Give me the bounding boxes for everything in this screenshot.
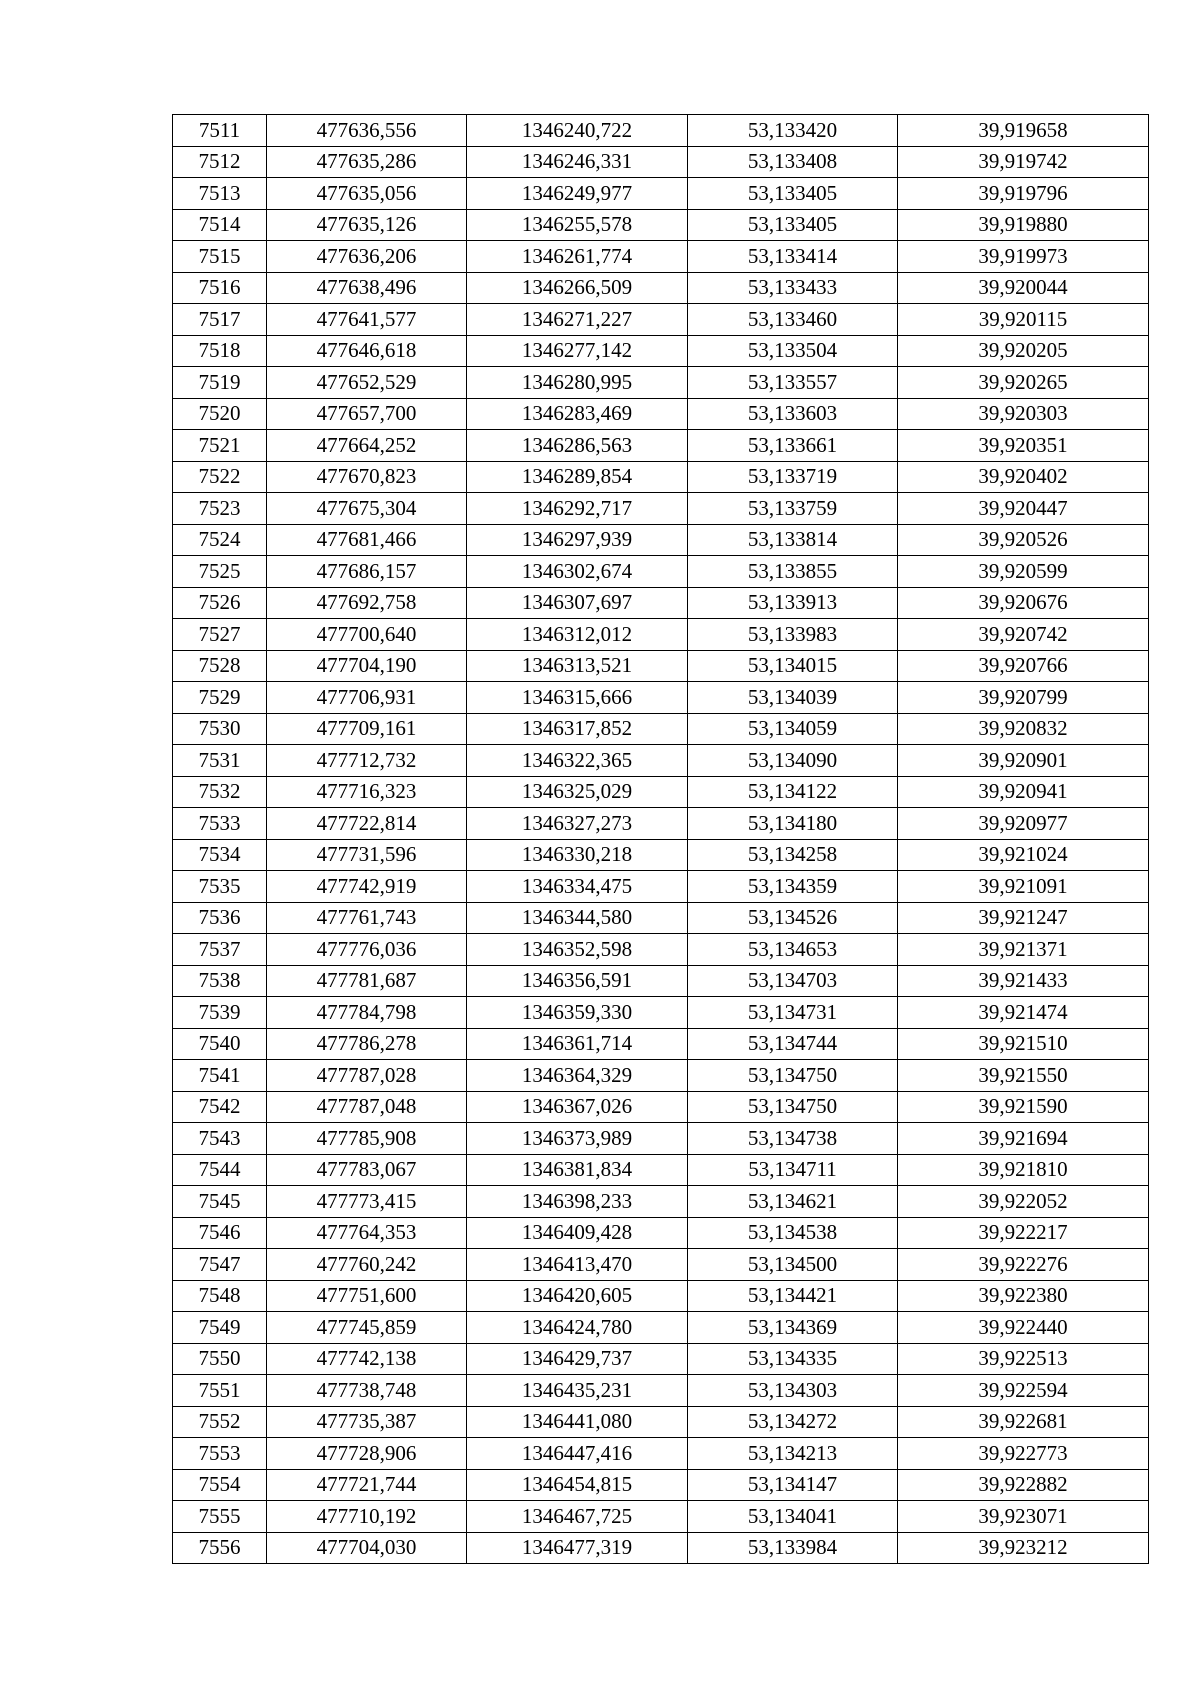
latitude-cell: 53,134147	[688, 1469, 898, 1501]
x-coordinate-cell: 477657,700	[267, 398, 467, 430]
y-coordinate-cell: 1346322,365	[467, 745, 688, 777]
point-number-cell: 7521	[173, 430, 267, 462]
table-row	[173, 146, 1149, 178]
y-coordinate-cell: 1346283,469	[467, 398, 688, 430]
y-coordinate-cell: 1346356,591	[467, 965, 688, 997]
point-number-cell: 7541	[173, 1060, 267, 1092]
table-row	[173, 1501, 1149, 1533]
longitude-cell: 39,920742	[898, 619, 1149, 651]
x-coordinate-cell: 477686,157	[267, 556, 467, 588]
longitude-cell: 39,921024	[898, 839, 1149, 871]
y-coordinate-cell: 1346344,580	[467, 902, 688, 934]
y-coordinate-cell: 1346249,977	[467, 178, 688, 210]
longitude-cell: 39,922513	[898, 1343, 1149, 1375]
x-coordinate-cell: 477776,036	[267, 934, 467, 966]
longitude-cell: 39,920799	[898, 682, 1149, 714]
y-coordinate-cell: 1346266,509	[467, 272, 688, 304]
table-row	[173, 650, 1149, 682]
x-coordinate-cell: 477716,323	[267, 776, 467, 808]
longitude-cell: 39,920676	[898, 587, 1149, 619]
point-number-cell: 7512	[173, 146, 267, 178]
x-coordinate-cell: 477785,908	[267, 1123, 467, 1155]
latitude-cell: 53,134653	[688, 934, 898, 966]
table-row	[173, 1280, 1149, 1312]
table-row	[173, 178, 1149, 210]
y-coordinate-cell: 1346240,722	[467, 115, 688, 147]
table-row	[173, 997, 1149, 1029]
latitude-cell: 53,134059	[688, 713, 898, 745]
table-row	[173, 241, 1149, 273]
y-coordinate-cell: 1346373,989	[467, 1123, 688, 1155]
y-coordinate-cell: 1346424,780	[467, 1312, 688, 1344]
y-coordinate-cell: 1346413,470	[467, 1249, 688, 1281]
table-row	[173, 934, 1149, 966]
table-row	[173, 524, 1149, 556]
point-number-cell: 7551	[173, 1375, 267, 1407]
table-row	[173, 1154, 1149, 1186]
point-number-cell: 7554	[173, 1469, 267, 1501]
point-number-cell: 7545	[173, 1186, 267, 1218]
x-coordinate-cell: 477652,529	[267, 367, 467, 399]
x-coordinate-cell: 477670,823	[267, 461, 467, 493]
latitude-cell: 53,133414	[688, 241, 898, 273]
x-coordinate-cell: 477784,798	[267, 997, 467, 1029]
longitude-cell: 39,921247	[898, 902, 1149, 934]
latitude-cell: 53,133913	[688, 587, 898, 619]
x-coordinate-cell: 477761,743	[267, 902, 467, 934]
latitude-cell: 53,134750	[688, 1060, 898, 1092]
latitude-cell: 53,133984	[688, 1532, 898, 1564]
longitude-cell: 39,919658	[898, 115, 1149, 147]
table-row	[173, 1375, 1149, 1407]
table-row	[173, 1438, 1149, 1470]
latitude-cell: 53,133661	[688, 430, 898, 462]
point-number-cell: 7530	[173, 713, 267, 745]
x-coordinate-cell: 477735,387	[267, 1406, 467, 1438]
longitude-cell: 39,920265	[898, 367, 1149, 399]
latitude-cell: 53,134711	[688, 1154, 898, 1186]
x-coordinate-cell: 477712,732	[267, 745, 467, 777]
y-coordinate-cell: 1346317,852	[467, 713, 688, 745]
point-number-cell: 7548	[173, 1280, 267, 1312]
coordinates-table-body	[173, 115, 1149, 1564]
x-coordinate-cell: 477635,056	[267, 178, 467, 210]
latitude-cell: 53,134272	[688, 1406, 898, 1438]
point-number-cell: 7534	[173, 839, 267, 871]
point-number-cell: 7526	[173, 587, 267, 619]
point-number-cell: 7531	[173, 745, 267, 777]
longitude-cell: 39,922440	[898, 1312, 1149, 1344]
point-number-cell: 7518	[173, 335, 267, 367]
table-row	[173, 682, 1149, 714]
table-row	[173, 1091, 1149, 1123]
table-row	[173, 808, 1149, 840]
x-coordinate-cell: 477704,030	[267, 1532, 467, 1564]
longitude-cell: 39,919880	[898, 209, 1149, 241]
latitude-cell: 53,133504	[688, 335, 898, 367]
longitude-cell: 39,920766	[898, 650, 1149, 682]
latitude-cell: 53,134041	[688, 1501, 898, 1533]
longitude-cell: 39,922594	[898, 1375, 1149, 1407]
latitude-cell: 53,133557	[688, 367, 898, 399]
y-coordinate-cell: 1346352,598	[467, 934, 688, 966]
longitude-cell: 39,921590	[898, 1091, 1149, 1123]
longitude-cell: 39,920402	[898, 461, 1149, 493]
longitude-cell: 39,920351	[898, 430, 1149, 462]
y-coordinate-cell: 1346315,666	[467, 682, 688, 714]
longitude-cell: 39,920901	[898, 745, 1149, 777]
latitude-cell: 53,134369	[688, 1312, 898, 1344]
point-number-cell: 7544	[173, 1154, 267, 1186]
longitude-cell: 39,922380	[898, 1280, 1149, 1312]
longitude-cell: 39,920941	[898, 776, 1149, 808]
longitude-cell: 39,921694	[898, 1123, 1149, 1155]
latitude-cell: 53,134213	[688, 1438, 898, 1470]
y-coordinate-cell: 1346302,674	[467, 556, 688, 588]
y-coordinate-cell: 1346447,416	[467, 1438, 688, 1470]
table-row	[173, 556, 1149, 588]
table-row	[173, 902, 1149, 934]
y-coordinate-cell: 1346361,714	[467, 1028, 688, 1060]
y-coordinate-cell: 1346330,218	[467, 839, 688, 871]
latitude-cell: 53,133603	[688, 398, 898, 430]
table-row	[173, 1532, 1149, 1564]
point-number-cell: 7514	[173, 209, 267, 241]
latitude-cell: 53,133855	[688, 556, 898, 588]
longitude-cell: 39,921510	[898, 1028, 1149, 1060]
x-coordinate-cell: 477636,206	[267, 241, 467, 273]
point-number-cell: 7553	[173, 1438, 267, 1470]
point-number-cell: 7543	[173, 1123, 267, 1155]
x-coordinate-cell: 477783,067	[267, 1154, 467, 1186]
table-row	[173, 335, 1149, 367]
latitude-cell: 53,134703	[688, 965, 898, 997]
x-coordinate-cell: 477764,353	[267, 1217, 467, 1249]
point-number-cell: 7539	[173, 997, 267, 1029]
longitude-cell: 39,920205	[898, 335, 1149, 367]
longitude-cell: 39,921474	[898, 997, 1149, 1029]
y-coordinate-cell: 1346286,563	[467, 430, 688, 462]
table-row	[173, 398, 1149, 430]
latitude-cell: 53,134090	[688, 745, 898, 777]
x-coordinate-cell: 477721,744	[267, 1469, 467, 1501]
x-coordinate-cell: 477675,304	[267, 493, 467, 525]
point-number-cell: 7516	[173, 272, 267, 304]
point-number-cell: 7532	[173, 776, 267, 808]
table-row	[173, 1469, 1149, 1501]
point-number-cell: 7538	[173, 965, 267, 997]
longitude-cell: 39,920044	[898, 272, 1149, 304]
table-row	[173, 1312, 1149, 1344]
y-coordinate-cell: 1346292,717	[467, 493, 688, 525]
latitude-cell: 53,134421	[688, 1280, 898, 1312]
x-coordinate-cell: 477664,252	[267, 430, 467, 462]
longitude-cell: 39,920447	[898, 493, 1149, 525]
x-coordinate-cell: 477760,242	[267, 1249, 467, 1281]
latitude-cell: 53,134538	[688, 1217, 898, 1249]
table-row	[173, 209, 1149, 241]
point-number-cell: 7524	[173, 524, 267, 556]
x-coordinate-cell: 477635,286	[267, 146, 467, 178]
point-number-cell: 7533	[173, 808, 267, 840]
latitude-cell: 53,134359	[688, 871, 898, 903]
x-coordinate-cell: 477641,577	[267, 304, 467, 336]
x-coordinate-cell: 477745,859	[267, 1312, 467, 1344]
y-coordinate-cell: 1346255,578	[467, 209, 688, 241]
y-coordinate-cell: 1346359,330	[467, 997, 688, 1029]
point-number-cell: 7517	[173, 304, 267, 336]
y-coordinate-cell: 1346420,605	[467, 1280, 688, 1312]
point-number-cell: 7515	[173, 241, 267, 273]
x-coordinate-cell: 477700,640	[267, 619, 467, 651]
x-coordinate-cell: 477709,161	[267, 713, 467, 745]
point-number-cell: 7555	[173, 1501, 267, 1533]
point-number-cell: 7520	[173, 398, 267, 430]
x-coordinate-cell: 477787,048	[267, 1091, 467, 1123]
longitude-cell: 39,921550	[898, 1060, 1149, 1092]
y-coordinate-cell: 1346280,995	[467, 367, 688, 399]
point-number-cell: 7549	[173, 1312, 267, 1344]
table-row	[173, 493, 1149, 525]
point-number-cell: 7550	[173, 1343, 267, 1375]
latitude-cell: 53,134258	[688, 839, 898, 871]
latitude-cell: 53,134738	[688, 1123, 898, 1155]
point-number-cell: 7529	[173, 682, 267, 714]
y-coordinate-cell: 1346409,428	[467, 1217, 688, 1249]
table-row	[173, 430, 1149, 462]
y-coordinate-cell: 1346313,521	[467, 650, 688, 682]
table-row	[173, 587, 1149, 619]
latitude-cell: 53,133759	[688, 493, 898, 525]
point-number-cell: 7525	[173, 556, 267, 588]
table-row	[173, 1343, 1149, 1375]
table-row	[173, 965, 1149, 997]
table-row	[173, 776, 1149, 808]
latitude-cell: 53,133420	[688, 115, 898, 147]
y-coordinate-cell: 1346364,329	[467, 1060, 688, 1092]
y-coordinate-cell: 1346435,231	[467, 1375, 688, 1407]
y-coordinate-cell: 1346297,939	[467, 524, 688, 556]
latitude-cell: 53,133405	[688, 209, 898, 241]
latitude-cell: 53,133983	[688, 619, 898, 651]
latitude-cell: 53,133405	[688, 178, 898, 210]
table-row	[173, 461, 1149, 493]
latitude-cell: 53,134731	[688, 997, 898, 1029]
longitude-cell: 39,919796	[898, 178, 1149, 210]
longitude-cell: 39,921371	[898, 934, 1149, 966]
x-coordinate-cell: 477731,596	[267, 839, 467, 871]
x-coordinate-cell: 477751,600	[267, 1280, 467, 1312]
latitude-cell: 53,134526	[688, 902, 898, 934]
longitude-cell: 39,923071	[898, 1501, 1149, 1533]
y-coordinate-cell: 1346277,142	[467, 335, 688, 367]
y-coordinate-cell: 1346325,029	[467, 776, 688, 808]
y-coordinate-cell: 1346477,319	[467, 1532, 688, 1564]
x-coordinate-cell: 477681,466	[267, 524, 467, 556]
x-coordinate-cell: 477706,931	[267, 682, 467, 714]
point-number-cell: 7513	[173, 178, 267, 210]
table-row	[173, 304, 1149, 336]
point-number-cell: 7537	[173, 934, 267, 966]
y-coordinate-cell: 1346271,227	[467, 304, 688, 336]
longitude-cell: 39,920832	[898, 713, 1149, 745]
point-number-cell: 7546	[173, 1217, 267, 1249]
point-number-cell: 7540	[173, 1028, 267, 1060]
latitude-cell: 53,134750	[688, 1091, 898, 1123]
longitude-cell: 39,920977	[898, 808, 1149, 840]
longitude-cell: 39,922217	[898, 1217, 1149, 1249]
table-row	[173, 272, 1149, 304]
x-coordinate-cell: 477742,919	[267, 871, 467, 903]
latitude-cell: 53,134335	[688, 1343, 898, 1375]
latitude-cell: 53,134500	[688, 1249, 898, 1281]
longitude-cell: 39,920526	[898, 524, 1149, 556]
y-coordinate-cell: 1346246,331	[467, 146, 688, 178]
table-row	[173, 839, 1149, 871]
x-coordinate-cell: 477722,814	[267, 808, 467, 840]
table-row	[173, 1123, 1149, 1155]
longitude-cell: 39,921091	[898, 871, 1149, 903]
longitude-cell: 39,922052	[898, 1186, 1149, 1218]
table-row	[173, 1186, 1149, 1218]
x-coordinate-cell: 477781,687	[267, 965, 467, 997]
y-coordinate-cell: 1346398,233	[467, 1186, 688, 1218]
table-row	[173, 115, 1149, 147]
y-coordinate-cell: 1346307,697	[467, 587, 688, 619]
y-coordinate-cell: 1346367,026	[467, 1091, 688, 1123]
latitude-cell: 53,133433	[688, 272, 898, 304]
longitude-cell: 39,919973	[898, 241, 1149, 273]
latitude-cell: 53,134039	[688, 682, 898, 714]
longitude-cell: 39,922882	[898, 1469, 1149, 1501]
point-number-cell: 7519	[173, 367, 267, 399]
latitude-cell: 53,134015	[688, 650, 898, 682]
y-coordinate-cell: 1346327,273	[467, 808, 688, 840]
y-coordinate-cell: 1346334,475	[467, 871, 688, 903]
latitude-cell: 53,134303	[688, 1375, 898, 1407]
latitude-cell: 53,133460	[688, 304, 898, 336]
x-coordinate-cell: 477692,758	[267, 587, 467, 619]
x-coordinate-cell: 477738,748	[267, 1375, 467, 1407]
point-number-cell: 7552	[173, 1406, 267, 1438]
latitude-cell: 53,134621	[688, 1186, 898, 1218]
x-coordinate-cell: 477646,618	[267, 335, 467, 367]
table-row	[173, 1249, 1149, 1281]
point-number-cell: 7522	[173, 461, 267, 493]
table-row	[173, 1060, 1149, 1092]
longitude-cell: 39,922773	[898, 1438, 1149, 1470]
latitude-cell: 53,134744	[688, 1028, 898, 1060]
point-number-cell: 7528	[173, 650, 267, 682]
x-coordinate-cell: 477635,126	[267, 209, 467, 241]
latitude-cell: 53,133719	[688, 461, 898, 493]
x-coordinate-cell: 477786,278	[267, 1028, 467, 1060]
point-number-cell: 7511	[173, 115, 267, 147]
point-number-cell: 7536	[173, 902, 267, 934]
longitude-cell: 39,922276	[898, 1249, 1149, 1281]
table-row	[173, 1028, 1149, 1060]
x-coordinate-cell: 477773,415	[267, 1186, 467, 1218]
y-coordinate-cell: 1346381,834	[467, 1154, 688, 1186]
y-coordinate-cell: 1346467,725	[467, 1501, 688, 1533]
latitude-cell: 53,134180	[688, 808, 898, 840]
longitude-cell: 39,919742	[898, 146, 1149, 178]
table-row	[173, 1406, 1149, 1438]
longitude-cell: 39,920303	[898, 398, 1149, 430]
latitude-cell: 53,134122	[688, 776, 898, 808]
longitude-cell: 39,921810	[898, 1154, 1149, 1186]
point-number-cell: 7556	[173, 1532, 267, 1564]
table-row	[173, 745, 1149, 777]
y-coordinate-cell: 1346312,012	[467, 619, 688, 651]
point-number-cell: 7523	[173, 493, 267, 525]
point-number-cell: 7527	[173, 619, 267, 651]
y-coordinate-cell: 1346454,815	[467, 1469, 688, 1501]
table-row	[173, 713, 1149, 745]
point-number-cell: 7542	[173, 1091, 267, 1123]
x-coordinate-cell: 477742,138	[267, 1343, 467, 1375]
x-coordinate-cell: 477710,192	[267, 1501, 467, 1533]
coordinates-table	[172, 114, 1149, 1564]
longitude-cell: 39,921433	[898, 965, 1149, 997]
longitude-cell: 39,920599	[898, 556, 1149, 588]
y-coordinate-cell: 1346429,737	[467, 1343, 688, 1375]
latitude-cell: 53,133408	[688, 146, 898, 178]
longitude-cell: 39,923212	[898, 1532, 1149, 1564]
y-coordinate-cell: 1346441,080	[467, 1406, 688, 1438]
point-number-cell: 7535	[173, 871, 267, 903]
x-coordinate-cell: 477636,556	[267, 115, 467, 147]
longitude-cell: 39,920115	[898, 304, 1149, 336]
y-coordinate-cell: 1346261,774	[467, 241, 688, 273]
latitude-cell: 53,133814	[688, 524, 898, 556]
point-number-cell: 7547	[173, 1249, 267, 1281]
x-coordinate-cell: 477728,906	[267, 1438, 467, 1470]
y-coordinate-cell: 1346289,854	[467, 461, 688, 493]
table-row	[173, 367, 1149, 399]
table-row	[173, 619, 1149, 651]
table-row	[173, 1217, 1149, 1249]
longitude-cell: 39,922681	[898, 1406, 1149, 1438]
x-coordinate-cell: 477704,190	[267, 650, 467, 682]
x-coordinate-cell: 477787,028	[267, 1060, 467, 1092]
table-row	[173, 871, 1149, 903]
x-coordinate-cell: 477638,496	[267, 272, 467, 304]
